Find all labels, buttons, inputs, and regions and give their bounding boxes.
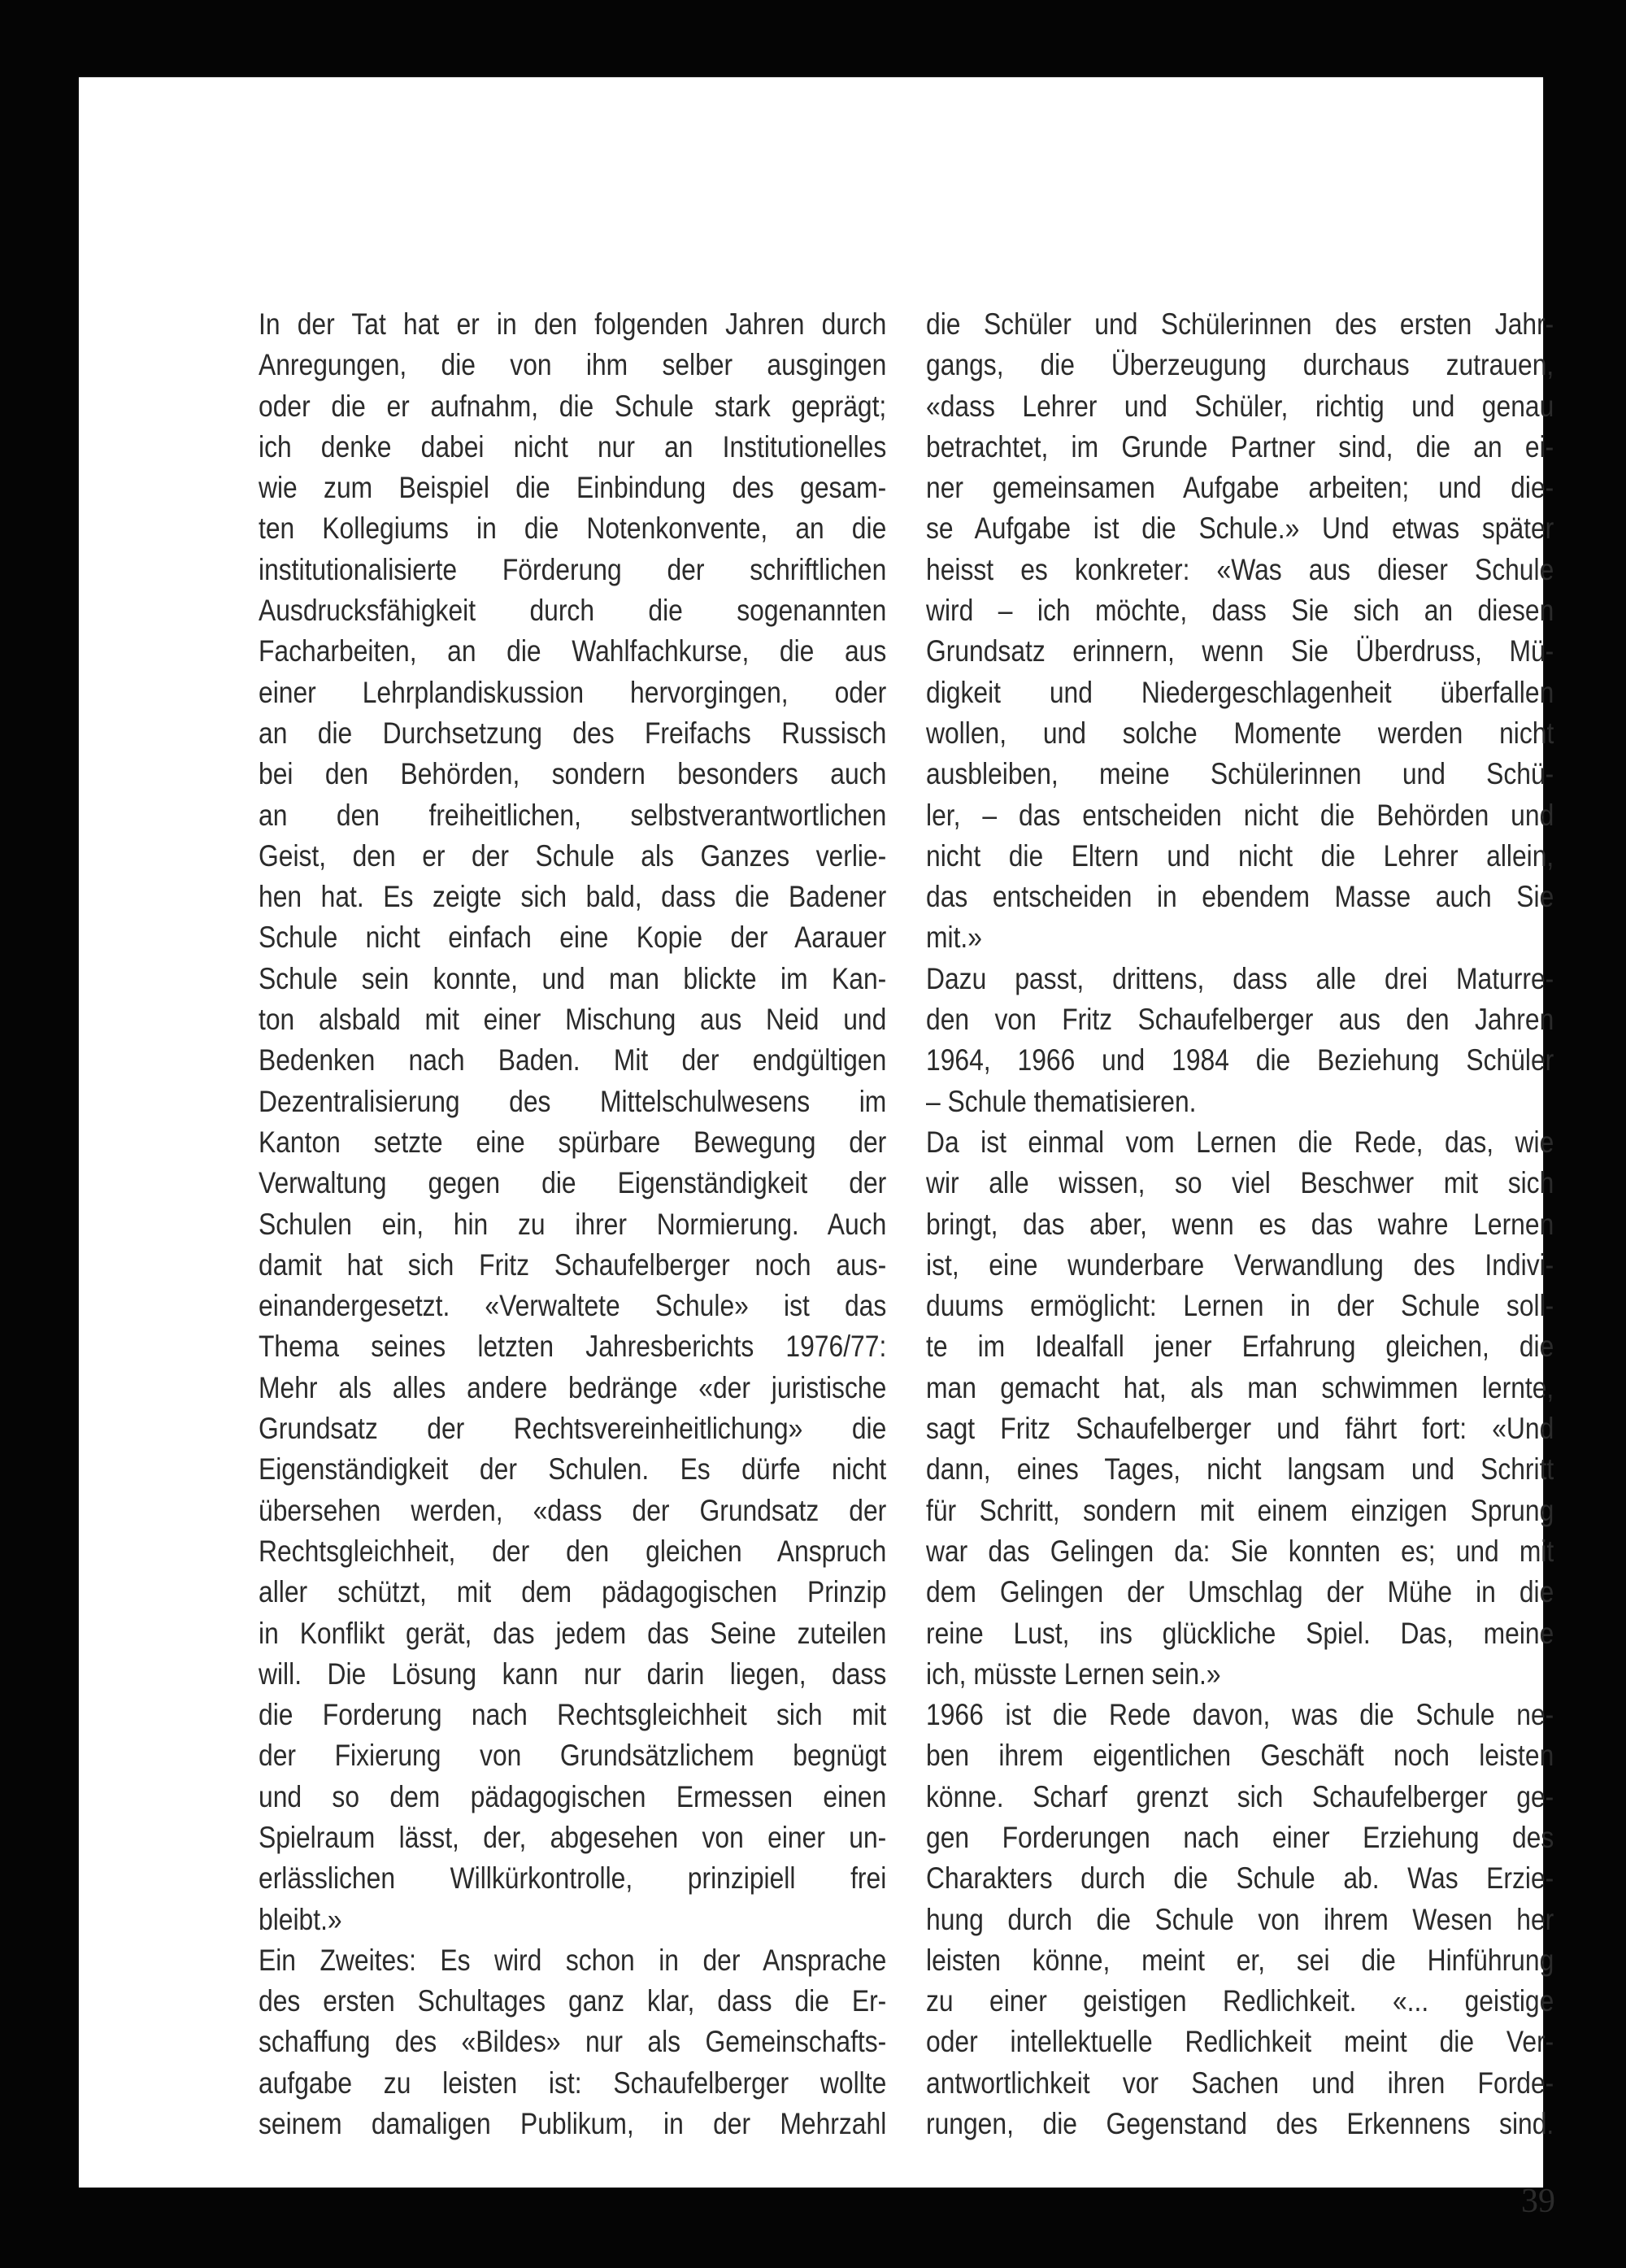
text-line: hung durch die Schule von ihrem Wesen her bbox=[926, 1902, 1554, 1936]
text-line-row bbox=[926, 1900, 1554, 1940]
text-line-row bbox=[259, 1858, 886, 1899]
text-line-row bbox=[259, 1368, 886, 1408]
text-line-row bbox=[259, 999, 886, 1040]
text-line-row bbox=[259, 1408, 886, 1449]
text-line-row bbox=[926, 1122, 1554, 1163]
text-line-row bbox=[259, 1613, 886, 1654]
text-line-row bbox=[259, 2063, 886, 2104]
text-line: zu einer geistigen Redlichkeit. «... geistige bbox=[926, 1984, 1554, 2018]
text-line: leisten könne, meint er, sei die Hinführung bbox=[926, 1943, 1554, 1977]
text-line-row bbox=[259, 508, 886, 549]
text-line-row bbox=[926, 754, 1554, 794]
text-line: 1964, 1966 und 1984 die Beziehung Schüler bbox=[926, 1043, 1554, 1077]
text-line: Dazu passt, drittens, dass alle drei Maturre- bbox=[926, 961, 1554, 995]
text-line-row bbox=[926, 1286, 1554, 1326]
text-line-row bbox=[926, 959, 1554, 999]
text-line-row bbox=[926, 427, 1554, 468]
text-line: hen hat. Es zeigte sich bald, dass die Badener bbox=[259, 880, 887, 914]
text-line: die Schüler und Schülerinnen des ersten Jahr- bbox=[926, 307, 1554, 341]
text-line-row bbox=[926, 2063, 1554, 2104]
text-line: Verwaltung gegen die Eigenständigkeit der bbox=[259, 1166, 887, 1200]
text-line: Ein Zweites: Es wird schon in der Ansprache bbox=[259, 1943, 887, 1977]
text-line-row bbox=[259, 2104, 886, 2144]
text-line-row bbox=[926, 1777, 1554, 1817]
text-line: Spielraum lässt, der, abgesehen von einer un- bbox=[259, 1820, 887, 1854]
text-line-row bbox=[926, 1981, 1554, 2022]
text-line-row bbox=[259, 550, 886, 590]
text-line: Facharbeiten, an die Wahlfachkurse, die aus bbox=[259, 634, 887, 668]
text-line: duums ermöglicht: Lernen in der Schule soll- bbox=[926, 1289, 1554, 1323]
text-line: oder intellektuelle Redlichkeit meint die Ver- bbox=[926, 2025, 1554, 2059]
text-line: Da ist einmal vom Lernen die Rede, das, wie bbox=[926, 1125, 1554, 1159]
text-line: betrachtet, im Grunde Partner sind, die an ei- bbox=[926, 429, 1554, 464]
text-line-row bbox=[926, 468, 1554, 508]
text-line: Charakters durch die Schule ab. Was Erzie- bbox=[926, 1861, 1554, 1896]
text-line: ton alsbald mit einer Mischung aus Neid und bbox=[259, 1003, 887, 1037]
text-line-row bbox=[259, 1695, 886, 1735]
text-line: ich, müsste Lernen sein.» bbox=[926, 1656, 1221, 1691]
text-line: se Aufgabe ist die Schule.» Und etwas später bbox=[926, 511, 1554, 546]
text-line: te im Idealfall jener Erfahrung gleichen, die bbox=[926, 1330, 1554, 1364]
text-line: Dezentralisierung des Mittelschulwesens im bbox=[259, 1084, 887, 1118]
text-line: wird – ich möchte, dass Sie sich an diesen bbox=[926, 594, 1554, 628]
text-line: Ausdrucksfähigkeit durch die sogenannten bbox=[259, 594, 887, 628]
text-line: Schule nicht einfach eine Kopie der Aarauer bbox=[259, 921, 887, 955]
text-line: aufgabe zu leisten ist: Schaufelberger wollte bbox=[259, 2066, 887, 2100]
text-line: ler, – das entscheiden nicht die Behörden und bbox=[926, 798, 1554, 832]
text-line-row bbox=[926, 1817, 1554, 1858]
text-line-row bbox=[259, 304, 886, 345]
text-line: antwortlichkeit vor Sachen und ihren Forde- bbox=[926, 2066, 1554, 2100]
text-line-row bbox=[259, 1735, 886, 1776]
text-line-row bbox=[926, 1531, 1554, 1572]
text-line-row bbox=[259, 1817, 886, 1858]
text-line: dann, eines Tages, nicht langsam und Schritt bbox=[926, 1452, 1554, 1487]
text-line: erlässlichen Willkürkontrolle, prinzipiell frei bbox=[259, 1861, 887, 1896]
text-line: Schulen ein, hin zu ihrer Normierung. Auch bbox=[259, 1207, 887, 1241]
text-line: der Fixierung von Grundsätzlichem begnügt bbox=[259, 1739, 887, 1773]
text-line-row bbox=[926, 1326, 1554, 1367]
text-line-row bbox=[926, 713, 1554, 754]
text-line-row bbox=[926, 1940, 1554, 1981]
text-line: könne. Scharf grenzt sich Schaufelberger ge- bbox=[926, 1779, 1554, 1813]
text-line-row bbox=[926, 1163, 1554, 1204]
text-line: bleibt.» bbox=[259, 1902, 342, 1936]
text-line-row bbox=[926, 1858, 1554, 1899]
text-line: den von Fritz Schaufelberger aus den Jahren bbox=[926, 1003, 1554, 1037]
text-line-row bbox=[926, 304, 1554, 345]
page-number: 39 bbox=[1521, 2183, 1555, 2220]
text-line-row bbox=[259, 427, 886, 468]
text-line-row bbox=[926, 1613, 1554, 1654]
text-line-row bbox=[926, 1491, 1554, 1531]
text-line-row bbox=[259, 754, 886, 794]
text-line: wie zum Beispiel die Einbindung des gesam- bbox=[259, 471, 887, 505]
text-line: an den freiheitlichen, selbstverantwortlichen bbox=[259, 798, 887, 832]
text-line-row bbox=[259, 1204, 886, 1245]
text-line: will. Die Lösung kann nur darin liegen, dass bbox=[259, 1656, 887, 1691]
text-line: digkeit und Niedergeschlagenheit überfallen bbox=[926, 675, 1554, 709]
text-line-row bbox=[259, 631, 886, 672]
text-line-row bbox=[259, 877, 886, 917]
text-line: ich denke dabei nicht nur an Institutionelles bbox=[259, 429, 887, 464]
text-line-row bbox=[259, 345, 886, 385]
text-line-row bbox=[259, 386, 886, 427]
text-line: 1966 ist die Rede davon, was die Schule ne- bbox=[926, 1698, 1554, 1732]
text-line: schaffung des «Bildes» nur als Gemeinschafts- bbox=[259, 2025, 887, 2059]
text-line: einandergesetzt. «Verwaltete Schule» ist das bbox=[259, 1289, 887, 1323]
text-line-row bbox=[259, 795, 886, 836]
text-line: ner gemeinsamen Aufgabe arbeiten; und die- bbox=[926, 471, 1554, 505]
text-line: Thema seines letzten Jahresberichts 1976/77: bbox=[259, 1330, 887, 1364]
text-line: in Konflikt gerät, das jedem das Seine zuteilen bbox=[259, 1616, 887, 1650]
text-line-row bbox=[926, 508, 1554, 549]
text-line: «dass Lehrer und Schüler, richtig und genau bbox=[926, 389, 1554, 423]
text-line-row bbox=[926, 631, 1554, 672]
text-line: ten Kollegiums in die Notenkonvente, an die bbox=[259, 511, 887, 546]
text-line: nicht die Eltern und nicht die Lehrer allein, bbox=[926, 838, 1554, 873]
text-line: – Schule thematisieren. bbox=[926, 1084, 1197, 1118]
text-line-row bbox=[259, 1572, 886, 1613]
text-line-row bbox=[259, 1777, 886, 1817]
text-line-row bbox=[259, 1900, 886, 1940]
text-line-row bbox=[259, 1449, 886, 1490]
text-line-row bbox=[926, 917, 1554, 958]
text-line: übersehen werden, «dass der Grundsatz der bbox=[259, 1493, 887, 1527]
text-line: bringt, das aber, wenn es das wahre Lernen bbox=[926, 1207, 1554, 1241]
text-line-row bbox=[259, 468, 886, 508]
text-line-row bbox=[926, 673, 1554, 713]
text-line: Kanton setzte eine spürbare Bewegung der bbox=[259, 1125, 887, 1159]
book-page bbox=[79, 77, 1555, 2220]
text-line: Eigenständigkeit der Schulen. Es dürfe nicht bbox=[259, 1452, 887, 1487]
text-line: war das Gelingen da: Sie konnten es; und mit bbox=[926, 1534, 1554, 1568]
text-line: einer Lehrplandiskussion hervorgingen, oder bbox=[259, 675, 887, 709]
text-line-row bbox=[926, 1735, 1554, 1776]
text-line-row bbox=[926, 550, 1554, 590]
text-line: das entscheiden in ebendem Masse auch Sie bbox=[926, 880, 1554, 914]
text-line-row bbox=[926, 795, 1554, 836]
text-line: Grundsatz der Rechtsvereinheitlichung» die bbox=[259, 1412, 887, 1446]
text-line-row bbox=[926, 1695, 1554, 1735]
text-line: reine Lust, ins glückliche Spiel. Das, meine bbox=[926, 1616, 1554, 1650]
text-line: Grundsatz erinnern, wenn Sie Überdruss, Mü- bbox=[926, 634, 1554, 668]
text-line: Bedenken nach Baden. Mit der endgültigen bbox=[259, 1043, 887, 1077]
text-line: für Schritt, sondern mit einem einzigen Sprung bbox=[926, 1493, 1554, 1527]
text-line: Geist, den er der Schule als Ganzes verlie- bbox=[259, 838, 887, 873]
text-line-row bbox=[259, 590, 886, 631]
text-line: man gemacht hat, als man schwimmen lernte, bbox=[926, 1370, 1554, 1404]
text-line: heisst es konkreter: «Was aus dieser Schule bbox=[926, 552, 1554, 586]
text-line: rungen, die Gegenstand des Erkennens sind. bbox=[926, 2107, 1554, 2141]
text-line-row bbox=[259, 1163, 886, 1204]
text-line-row bbox=[259, 1981, 886, 2022]
text-line-row bbox=[926, 877, 1554, 917]
text-line: die Forderung nach Rechtsgleichheit sich mit bbox=[259, 1698, 887, 1732]
text-line-row bbox=[926, 1245, 1554, 1286]
text-line: seinem damaligen Publikum, in der Mehrzahl bbox=[259, 2107, 887, 2141]
text-line: wir alle wissen, so viel Beschwer mit sich bbox=[926, 1166, 1554, 1200]
text-line: gen Forderungen nach einer Erziehung des bbox=[926, 1820, 1554, 1854]
right-text-column bbox=[926, 304, 1554, 2150]
text-line-row bbox=[259, 1122, 886, 1163]
text-line-row bbox=[926, 1204, 1554, 1245]
text-line-row bbox=[926, 1449, 1554, 1490]
text-line: oder die er aufnahm, die Schule stark geprägt; bbox=[259, 389, 887, 423]
text-line-row bbox=[259, 1326, 886, 1367]
text-line-row bbox=[926, 999, 1554, 1040]
text-line-row bbox=[926, 386, 1554, 427]
text-line-row bbox=[259, 1654, 886, 1695]
text-line-row bbox=[926, 1408, 1554, 1449]
text-line-row bbox=[259, 1940, 886, 1981]
text-line-row bbox=[259, 1531, 886, 1572]
text-line: In der Tat hat er in den folgenden Jahren durch bbox=[259, 307, 887, 341]
text-line-row bbox=[259, 673, 886, 713]
left-text-column bbox=[259, 304, 886, 2150]
text-line: an die Durchsetzung des Freifachs Russisch bbox=[259, 716, 887, 750]
text-line: bei den Behörden, sondern besonders auch bbox=[259, 757, 887, 791]
text-line: Mehr als alles andere bedränge «der juristische bbox=[259, 1370, 887, 1404]
text-line-row bbox=[259, 836, 886, 877]
text-line: des ersten Schultages ganz klar, dass die Er- bbox=[259, 1984, 887, 2018]
text-line: institutionalisierte Förderung der schriftlichen bbox=[259, 552, 887, 586]
text-line-row bbox=[926, 1572, 1554, 1613]
text-line: dem Gelingen der Umschlag der Mühe in die bbox=[926, 1575, 1554, 1609]
text-line: sagt Fritz Schaufelberger und fährt fort: «Und bbox=[926, 1412, 1554, 1446]
text-line-row bbox=[259, 2022, 886, 2062]
text-line: ist, eine wunderbare Verwandlung des Indivi- bbox=[926, 1247, 1554, 1282]
text-line: Anregungen, die von ihm selber ausgingen bbox=[259, 348, 887, 382]
text-line-row bbox=[259, 1245, 886, 1286]
text-line-row bbox=[926, 1654, 1554, 1695]
text-line-row bbox=[926, 1368, 1554, 1408]
text-line: aller schützt, mit dem pädagogischen Prinzip bbox=[259, 1575, 887, 1609]
text-line: damit hat sich Fritz Schaufelberger noch aus- bbox=[259, 1247, 887, 1282]
text-line-row bbox=[926, 836, 1554, 877]
text-line: und so dem pädagogischen Ermessen einen bbox=[259, 1779, 887, 1813]
text-line: ben ihrem eigentlichen Geschäft noch leisten bbox=[926, 1739, 1554, 1773]
text-line-row bbox=[259, 713, 886, 754]
text-line-row bbox=[926, 1040, 1554, 1081]
text-line: Rechtsgleichheit, der den gleichen Anspruch bbox=[259, 1534, 887, 1568]
text-line: wollen, und solche Momente werden nicht bbox=[926, 716, 1554, 750]
text-line-row bbox=[259, 959, 886, 999]
text-line-row bbox=[259, 1286, 886, 1326]
text-line-row bbox=[926, 2104, 1554, 2144]
text-line: ausbleiben, meine Schülerinnen und Schü- bbox=[926, 757, 1554, 791]
text-line-row bbox=[259, 1491, 886, 1531]
text-line-row bbox=[259, 1082, 886, 1122]
text-line-row bbox=[926, 1082, 1554, 1122]
text-line-row bbox=[926, 590, 1554, 631]
text-line-row bbox=[259, 917, 886, 958]
text-line: mit.» bbox=[926, 921, 982, 955]
text-line-row bbox=[259, 1040, 886, 1081]
text-line: gangs, die Überzeugung durchaus zutrauen, bbox=[926, 348, 1554, 382]
text-line-row bbox=[926, 345, 1554, 385]
text-line: Schule sein konnte, und man blickte im Kan- bbox=[259, 961, 887, 995]
text-line-row bbox=[926, 2022, 1554, 2062]
